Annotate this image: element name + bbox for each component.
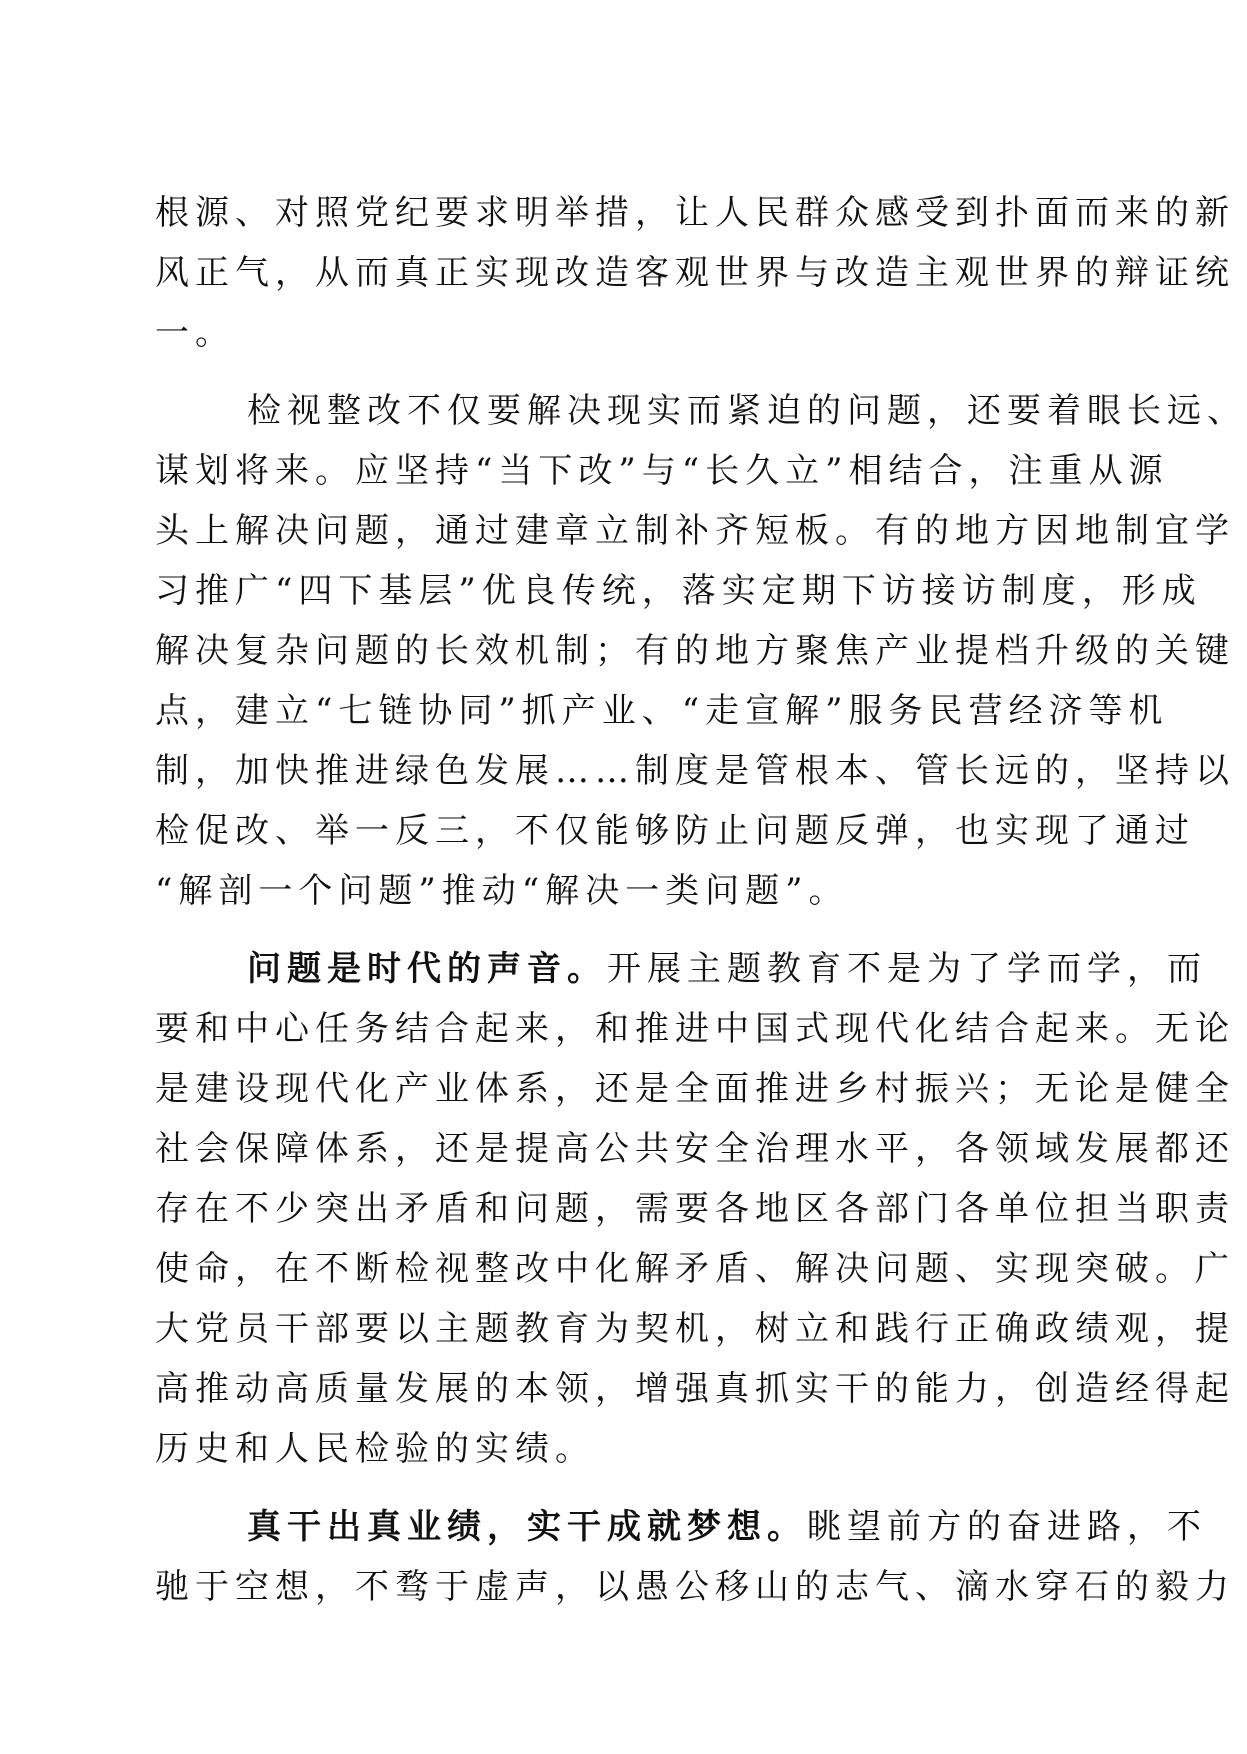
text-line: 要和中心任务结合起来，和推进中国式现代化结合起来。无论 <box>155 1009 1235 1049</box>
paragraph-lead-line <box>155 939 1207 999</box>
text-line: 谋划将来。应坚持“当下改”与“长久立”相结合，注重从源 <box>155 451 1169 491</box>
text-line: 历史和人民检验的实绩。 <box>155 1429 595 1469</box>
text-line: 使命，在不断检视整改中化解矛盾、解决问题、实现突破。广 <box>155 1249 1235 1289</box>
text-line: 驰于空想，不骛于虚声，以愚公移山的志气、滴水穿石的毅力 <box>155 1567 1235 1607</box>
text-line: 检促改、举一反三，不仅能够防止问题反弹，也实现了通过 <box>155 811 1195 851</box>
text-line: 大党员干部要以主题教育为契机，树立和践行正确政绩观，提 <box>155 1309 1235 1349</box>
text-line: 点，建立“七链协同”抓产业、“走宣解”服务民营经济等机 <box>155 691 1169 731</box>
paragraph-1 <box>155 183 1235 363</box>
text-line: 存在不少突出矛盾和问题，需要各地区各部门各单位担当职责 <box>155 1189 1235 1229</box>
text-line: 风正气，从而真正实现改造客观世界与改造主观世界的辩证统 <box>155 253 1235 293</box>
paragraph-2 <box>155 381 1247 921</box>
text-line: 头上解决问题，通过建章立制补齐短板。有的地方因地制宜学 <box>155 511 1235 551</box>
text-line: 解决复杂问题的长效机制；有的地方聚焦产业提档升级的关键 <box>155 631 1235 671</box>
text-line: 是建设现代化产业体系，还是全面推进乡村振兴；无论是健全 <box>155 1069 1235 1109</box>
document-body <box>155 183 1247 1617</box>
text-span: 开展主题教育不是为了学而学，而 <box>607 949 1207 989</box>
text-line: 一。 <box>155 313 235 353</box>
text-line: 习推广“四下基层”优良传统，落实定期下访接访制度，形成 <box>155 571 1202 611</box>
paragraph-heading: 问题是时代的声音。 <box>247 949 607 989</box>
paragraph-heading: 真干出真业绩，实干成就梦想。 <box>247 1507 807 1547</box>
text-line: 社会保障体系，还是提高公共安全治理水平，各领域发展都还 <box>155 1129 1235 1169</box>
text-line: 根源、对照党纪要求明举措，让人民群众感受到扑面而来的新 <box>155 193 1235 233</box>
paragraph-4 <box>155 1497 1235 1617</box>
text-line: 检视整改不仅要解决现实而紧迫的问题，还要着眼长远、 <box>247 391 1247 431</box>
paragraph-3 <box>155 939 1235 1479</box>
text-line: 高推动高质量发展的本领，增强真抓实干的能力，创造经得起 <box>155 1369 1235 1409</box>
text-line: 制，加快推进绿色发展……制度是管根本、管长远的，坚持以 <box>155 751 1235 791</box>
text-line: “解剖一个问题”推动“解决一类问题”。 <box>155 871 849 911</box>
paragraph-lead-line <box>155 1497 1207 1557</box>
text-span: 眺望前方的奋进路，不 <box>807 1507 1207 1547</box>
